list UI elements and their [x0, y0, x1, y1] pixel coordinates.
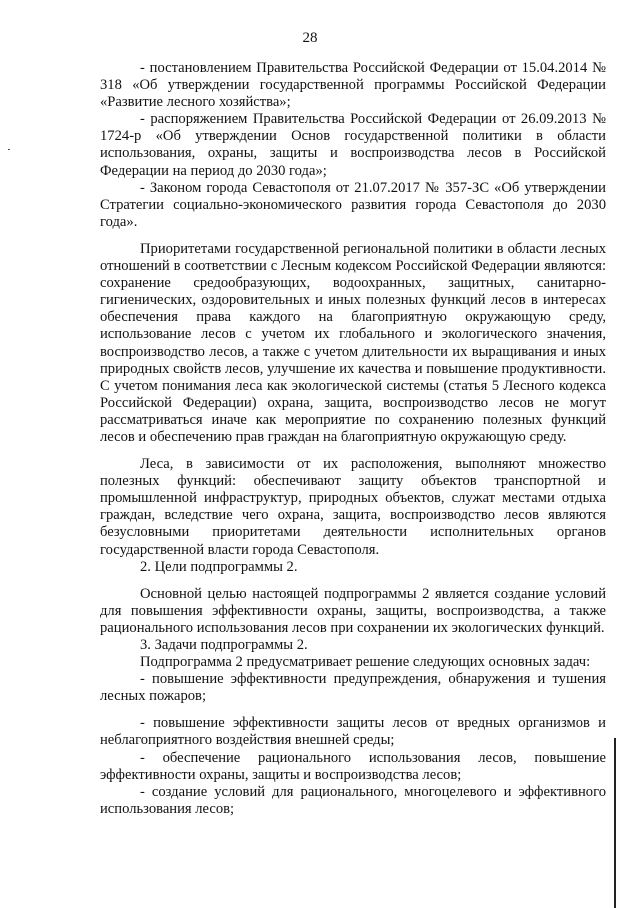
paragraph-forest-functions: Леса, в зависимости от их расположения, выполняют множество полезных функций: обеспечивают защиту объектов транспортной и промышленной инфраструктур, природных объектов, служат местами отдыха граждан, вследствие чего охрана, защита, воспроизводство лесов являются безусловными приоритетами деятельности исполнительных органов государственной власти города Севастополя. — [100, 456, 606, 558]
list-item-fire-prevention: - повышение эффективности предупреждения, обнаружения и тушения лесных пожаров; — [100, 671, 606, 705]
paragraph-order-1724: - распоряжением Правительства Российской Федерации от 26.09.2013 № 1724-р «Об утверждении Основ государственной политики в области использования, охраны, защиты и воспроизводства лесов в Российской Федерации на период до 2030 года»; — [100, 111, 606, 179]
paragraph-main-goal: Основной целью настоящей подпрограммы 2 является создание условий для повышения эффективности охраны, защиты, воспроизводства, а также рационального использования лесов при сохранении их экологических функций. — [100, 585, 606, 636]
document-body — [100, 60, 606, 818]
list-item-forest-protection: - повышение эффективности защиты лесов от вредных организмов и неблагоприятного воздействия внешней среды; — [100, 715, 606, 749]
scan-mark — [8, 149, 10, 150]
paragraph-decree-318: - постановлением Правительства Российской Федерации от 15.04.2014 № 318 «Об утверждении государственной программы Российской Федерации «Развитие лесного хозяйства»; — [100, 60, 606, 111]
scan-edge-line — [614, 738, 616, 908]
heading-tasks: 3. Задачи подпрограммы 2. — [140, 637, 308, 653]
heading-goals: 2. Цели подпрограммы 2. — [140, 558, 298, 575]
page-number: 28 — [302, 30, 318, 46]
list-item-rational-use: - обеспечение рационального использования лесов, повышение эффективности охраны, защиты и воспроизводства лесов; — [100, 749, 606, 783]
paragraph-law-357: - Законом города Севастополя от 21.07.2017 № 357-ЗС «Об утверждении Стратегии социально-экономического развития города Севастополя до 2030 года». — [100, 179, 606, 230]
paragraph-priorities: Приоритетами государственной региональной политики в области лесных отношений в соответствии с Лесным кодексом Российской Федерации являются: сохранение средообразующих, водоохранных, защитных, санитарно-гигиенических, оздоровительных и иных полезных функций лесов в интересах обеспечения права каждого на благоприятную окружающую среду, использование лесов с учетом их глобального и экологического значения, воспроизводство лесов, а также с учетом длительности их выращивания и иных природных свойств лесов, улучшение их качества и повышение продуктивности. С учетом понимания леса как экологической системы (статья 5 Лесного кодекса Российской Федерации) охрана, защита, воспроизводство лесов не могут рассматриваться иначе как мероприятие по сохранению полезных функций лесов и обеспечению прав граждан на благоприятную окружающую среду. — [100, 240, 606, 445]
paragraph-tasks-intro: Подпрограмма 2 предусматривает решение следующих основных задач: — [140, 654, 591, 671]
list-item-conditions: - создание условий для рационального, многоцелевого и эффективного использования лесов; — [100, 783, 606, 817]
